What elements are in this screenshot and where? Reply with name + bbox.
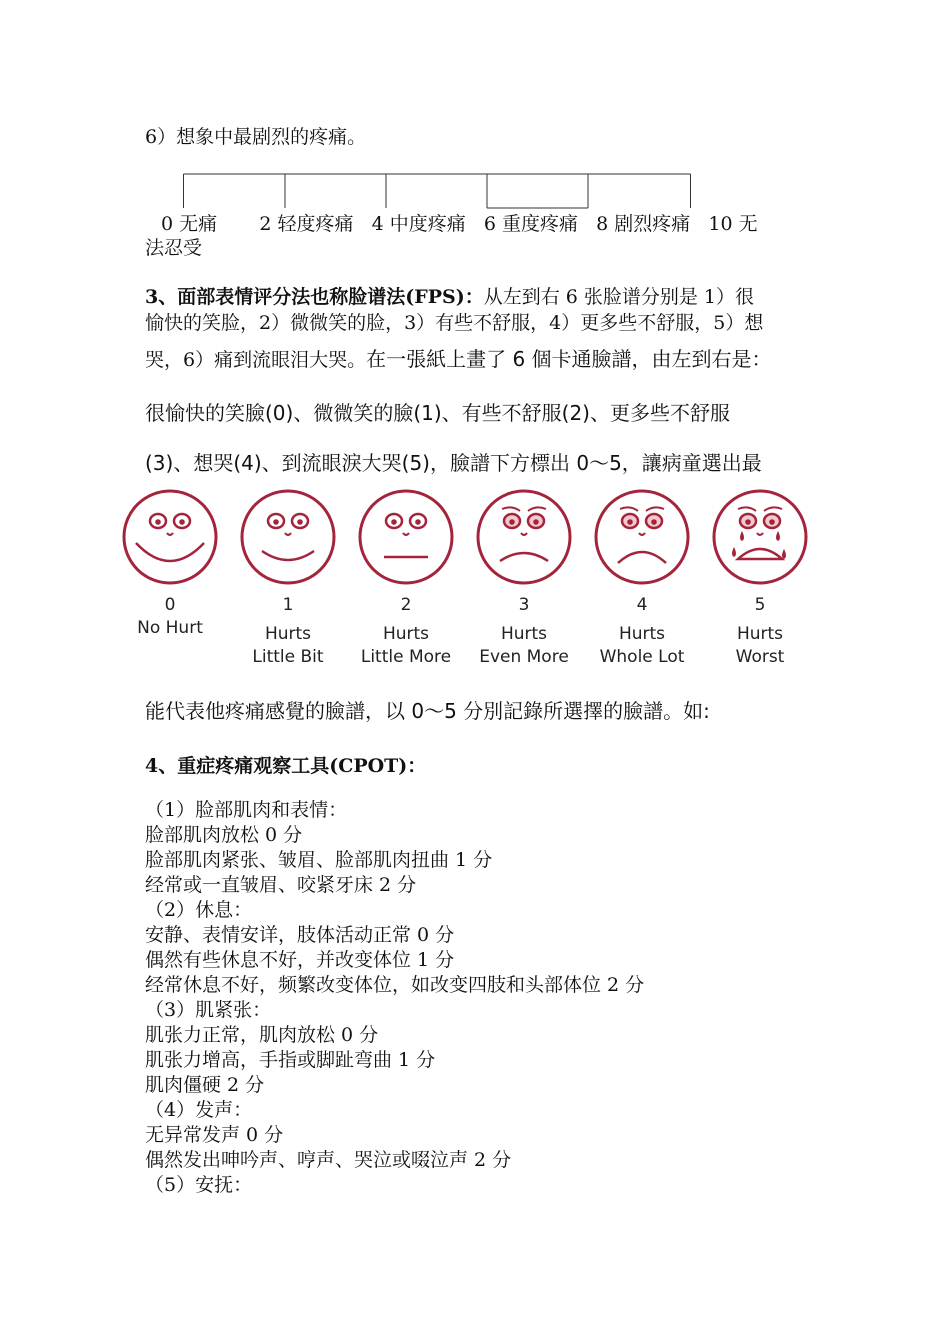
cpot-line: 脸部肌肉紧张、皱眉、脸部肌肉扭曲 1 分	[145, 849, 493, 871]
face-pupil	[769, 519, 775, 525]
face-nose	[639, 533, 645, 535]
pain-scale-labels	[145, 212, 825, 260]
face-pupil	[651, 519, 657, 525]
face-outline	[242, 491, 334, 583]
face-0	[124, 491, 216, 583]
cpot-list	[145, 798, 825, 1198]
face-tear	[776, 531, 780, 541]
face-caption-line2: Whole Lot	[599, 647, 685, 667]
pain-scale-ruler	[183, 172, 691, 210]
face-pupil	[745, 519, 751, 525]
face-tear	[740, 531, 744, 541]
fps-after-faces: 能代表他疼痛感覺的臉譜，以 0～5 分別記錄所選擇的臉譜。如:	[145, 699, 710, 723]
face-3	[478, 491, 570, 583]
face-pupil	[415, 519, 421, 525]
fps-desc-1: 从左到右 6 张脸谱分别是 1）很	[483, 286, 754, 308]
face-caption-line1: Hurts	[264, 624, 312, 644]
cpot-line: （4）发声：	[145, 1099, 253, 1121]
fps-sans-line-2: 很愉快的笑臉(0)、微微笑的臉(1)、有些不舒服(2)、更多些不舒服	[145, 401, 730, 425]
fps-desc-3: 哭，6）痛到流眼泪大哭。	[145, 349, 367, 371]
face-caption-line2: Worst	[735, 647, 785, 667]
cpot-line: 无异常发声 0 分	[145, 1124, 284, 1146]
face-pupil	[533, 519, 539, 525]
faces-pain-scale	[120, 480, 820, 670]
cpot-line: 安静、表情安详，肢体活动正常 0 分	[145, 924, 455, 946]
face-pupil	[627, 519, 633, 525]
face-2	[360, 491, 452, 583]
cpot-line: 肌张力增高，手指或脚趾弯曲 1 分	[145, 1049, 436, 1071]
face-pupil	[155, 519, 161, 525]
scale-label-line-1: 0 无痛 2 轻度疼痛 4 中度疼痛 6 重度疼痛 8 剧烈疼痛 10 无	[161, 213, 758, 235]
face-nose	[403, 533, 409, 535]
face-outline	[124, 491, 216, 583]
face-pupil	[179, 519, 185, 525]
face-caption-line2: Little Bit	[252, 647, 324, 667]
face-caption-line1: Hurts	[736, 624, 784, 644]
face-mouth	[738, 549, 782, 559]
face-brow	[646, 507, 664, 511]
cpot-line: 脸部肌肉放松 0 分	[145, 824, 303, 846]
face-outline	[596, 491, 688, 583]
face-mouth	[618, 552, 666, 563]
face-score-label: 4	[636, 595, 648, 615]
face-mouth	[500, 553, 548, 561]
face-caption-line1: Hurts	[500, 624, 548, 644]
cpot-heading: 4、重症疼痛观察工具(CPOT)：	[145, 755, 427, 777]
cpot-line: 偶然有些休息不好，并改变体位 1 分	[145, 949, 455, 971]
face-pupil	[273, 519, 279, 525]
cpot-line: 经常休息不好，频繁改变体位，如改变四肢和头部体位 2 分	[145, 974, 645, 996]
face-pupil	[297, 519, 303, 525]
face-caption-line1: No Hurt	[137, 618, 203, 638]
fps-sans-line-3: (3)、想哭(4)、到流眼淚大哭(5)，臉譜下方標出 0～5，讓病童選出最	[145, 451, 762, 475]
face-score-label: 1	[282, 595, 294, 615]
fps-paragraph	[145, 284, 825, 336]
face-score-label: 2	[400, 595, 412, 615]
face-score-label: 0	[164, 595, 176, 615]
cpot-line: 肌张力正常，肌肉放松 0 分	[145, 1024, 379, 1046]
face-4	[596, 491, 688, 583]
face-nose	[167, 533, 173, 535]
face-nose	[521, 533, 527, 535]
face-brow	[764, 507, 782, 511]
fps-desc-3-sans: 在一張紙上畫了 6 個卡通臉譜，由左到右是：	[366, 347, 772, 371]
face-tear	[782, 549, 786, 559]
face-nose	[285, 533, 291, 535]
fps-line-3	[145, 343, 835, 372]
face-caption-line2: Little More	[360, 647, 452, 667]
cpot-line: （1）脸部肌肉和表情：	[145, 799, 348, 821]
face-mouth	[136, 543, 204, 561]
face-outline	[714, 491, 806, 583]
cpot-line: （3）肌紧张：	[145, 999, 272, 1021]
cpot-line: （5）安抚：	[145, 1174, 253, 1196]
face-nose	[757, 533, 763, 535]
face-score-label: 5	[754, 595, 766, 615]
cpot-line: 偶然发出呻吟声、哼声、哭泣或啜泣声 2 分	[145, 1149, 512, 1171]
intro-item: 6）想象中最剧烈的疼痛。	[145, 126, 367, 148]
face-score-label: 3	[518, 595, 530, 615]
face-brow	[620, 507, 638, 511]
face-caption-line2: Even More	[479, 647, 569, 667]
scale-label-line-2: 法忍受	[145, 237, 203, 259]
face-5	[714, 491, 806, 583]
face-mouth	[262, 551, 314, 560]
cpot-line: （2）休息：	[145, 899, 253, 921]
fps-desc-2: 愉快的笑脸，2）微微笑的脸，3）有些不舒服，4）更多些不舒服，5）想	[145, 312, 764, 334]
face-brow	[528, 507, 546, 511]
face-tear	[732, 547, 736, 557]
face-caption-line1: Hurts	[618, 624, 666, 644]
cpot-line: 经常或一直皱眉、咬紧牙床 2 分	[145, 874, 417, 896]
face-pupil	[391, 519, 397, 525]
face-outline	[478, 491, 570, 583]
fps-heading: 3、面部表情评分法也称脸谱法(FPS)：	[145, 286, 484, 308]
cpot-line: 肌肉僵硬 2 分	[145, 1074, 265, 1096]
face-brow	[502, 507, 520, 511]
face-outline	[360, 491, 452, 583]
face-caption-line1: Hurts	[382, 624, 430, 644]
face-1	[242, 491, 334, 583]
face-pupil	[509, 519, 515, 525]
face-brow	[738, 507, 756, 511]
